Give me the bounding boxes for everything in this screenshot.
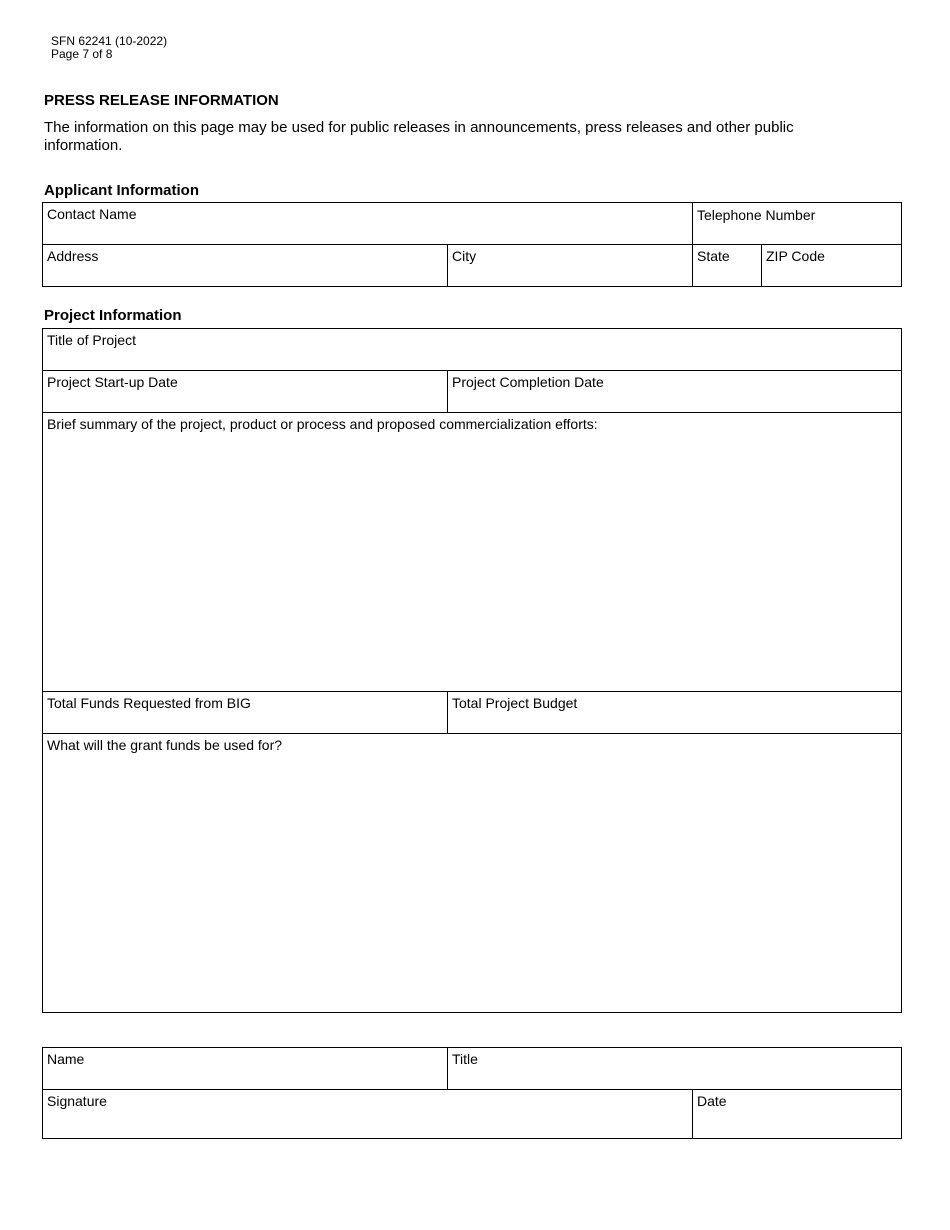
intro-text: The information on this page may be used for public releases in announcements, press releases and other public information. bbox=[44, 119, 794, 154]
city-label: City bbox=[452, 248, 477, 264]
name-label: Name bbox=[47, 1051, 85, 1067]
title-field[interactable] bbox=[447, 1048, 901, 1090]
total-budget-label: Total Project Budget bbox=[452, 695, 578, 711]
page-number: Page 7 of 8 bbox=[51, 47, 113, 61]
funds-requested-field[interactable] bbox=[43, 691, 448, 733]
date-label: Date bbox=[697, 1093, 727, 1109]
start-date-label: Project Start-up Date bbox=[47, 374, 178, 390]
project-title-field[interactable] bbox=[43, 329, 901, 371]
summary-field[interactable] bbox=[43, 412, 901, 692]
address-label: Address bbox=[47, 248, 99, 264]
zip-field[interactable] bbox=[761, 244, 901, 286]
page-title: PRESS RELEASE INFORMATION bbox=[44, 92, 279, 109]
completion-date-label: Project Completion Date bbox=[452, 374, 604, 390]
city-field[interactable] bbox=[447, 244, 693, 286]
summary-label: Brief summary of the project, product or process and proposed commercialization efforts: bbox=[47, 416, 598, 432]
telephone-label: Telephone Number bbox=[697, 207, 816, 223]
project-table bbox=[42, 328, 902, 1013]
signature-field[interactable] bbox=[43, 1089, 693, 1138]
form-header bbox=[51, 35, 167, 61]
title-label: Title bbox=[452, 1051, 478, 1067]
applicant-table bbox=[42, 202, 902, 287]
signoff-table bbox=[42, 1047, 902, 1139]
telephone-field[interactable] bbox=[692, 203, 901, 245]
completion-date-field[interactable] bbox=[447, 370, 901, 412]
zip-label: ZIP Code bbox=[766, 248, 825, 264]
grant-use-label: What will the grant funds be used for? bbox=[47, 737, 283, 753]
name-field[interactable] bbox=[43, 1048, 448, 1090]
state-label: State bbox=[697, 248, 730, 264]
funds-requested-label: Total Funds Requested from BIG bbox=[47, 695, 251, 711]
total-budget-field[interactable] bbox=[447, 691, 901, 733]
contact-name-label: Contact Name bbox=[47, 206, 137, 222]
applicant-heading: Applicant Information bbox=[44, 182, 199, 199]
contact-name-field[interactable] bbox=[43, 203, 692, 245]
grant-use-field[interactable] bbox=[43, 733, 901, 1012]
start-date-field[interactable] bbox=[43, 370, 448, 412]
project-title-label: Title of Project bbox=[47, 332, 136, 348]
signature-label: Signature bbox=[47, 1093, 107, 1109]
form-number: SFN 62241 (10-2022) bbox=[51, 34, 168, 48]
date-field[interactable] bbox=[692, 1089, 901, 1138]
project-heading: Project Information bbox=[44, 307, 182, 324]
state-field[interactable] bbox=[692, 244, 762, 286]
address-field[interactable] bbox=[43, 244, 448, 286]
